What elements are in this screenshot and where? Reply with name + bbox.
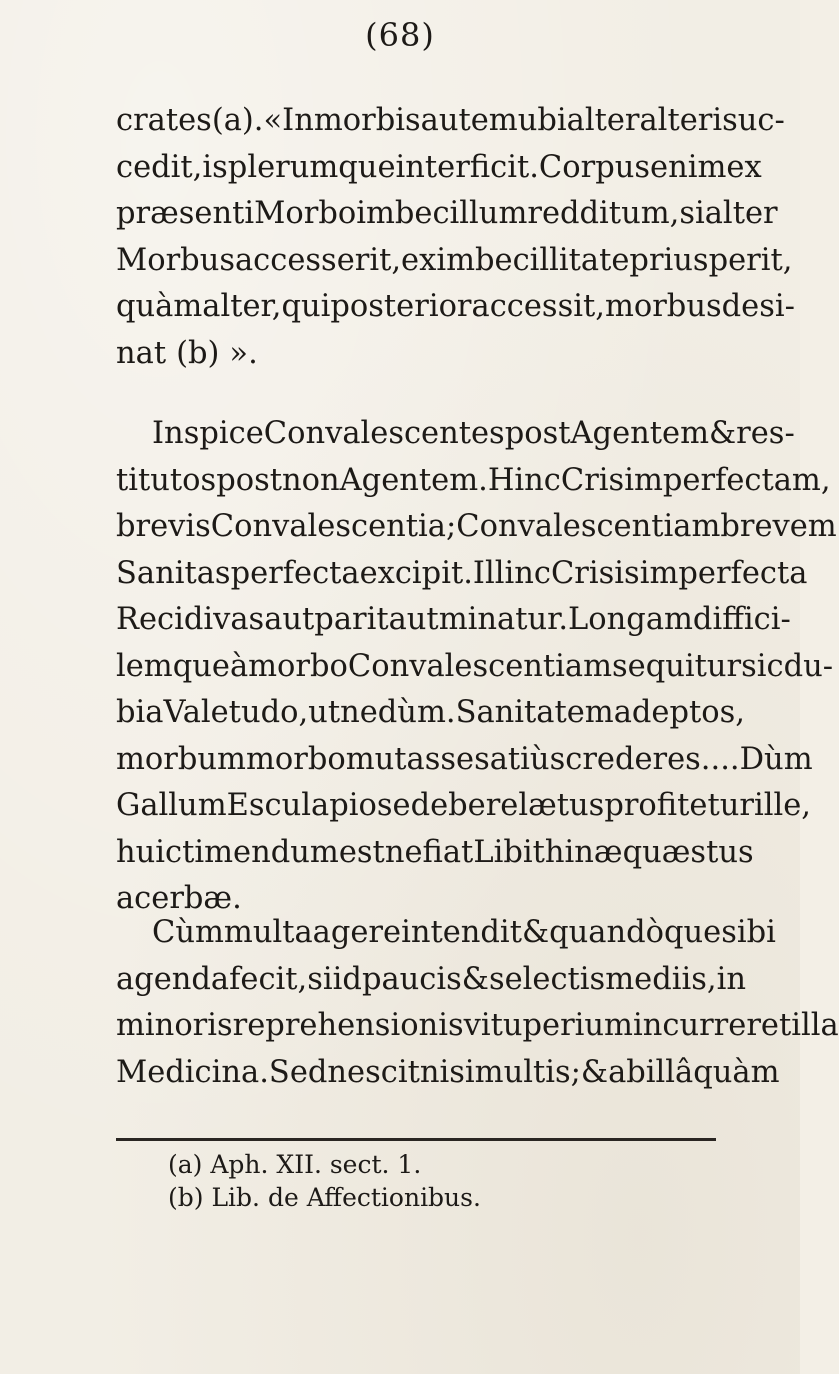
word: minoris	[116, 1008, 233, 1043]
word: du-	[783, 648, 834, 684]
word: posterior	[330, 289, 472, 324]
word: morbo	[245, 741, 346, 777]
word: Agentem	[570, 416, 709, 451]
word: alter	[704, 196, 778, 231]
word: accesserit,	[235, 242, 402, 278]
word: (b)	[176, 335, 220, 371]
word: parit	[314, 602, 389, 637]
text-line	[116, 690, 745, 737]
word: Agentem.	[339, 462, 488, 498]
word: mutasse	[345, 741, 475, 777]
word: nedùm.	[340, 695, 456, 730]
word: quæstus	[622, 834, 754, 870]
word: Illinc	[472, 555, 551, 591]
text-line	[116, 98, 785, 145]
word: minatur.	[438, 602, 569, 637]
text-line	[116, 1003, 839, 1050]
word: crates	[116, 103, 212, 138]
word: Medicina.	[116, 1054, 269, 1090]
word: agere	[312, 915, 402, 950]
word: Convalescentiam	[456, 509, 721, 544]
word: fecit,	[229, 961, 308, 997]
word: post	[504, 416, 571, 451]
word: cedit,	[116, 149, 203, 185]
word: &	[521, 915, 550, 950]
text-line	[116, 145, 762, 192]
word: Crisim	[560, 462, 663, 498]
text-line	[116, 331, 712, 378]
word: aut	[388, 602, 439, 637]
word: Convalescentia;	[210, 509, 457, 544]
word: (a).	[211, 103, 264, 138]
word: acerbæ.	[116, 881, 242, 916]
word: alter,	[202, 289, 282, 324]
text-line	[116, 957, 746, 1004]
word: perfectam,	[662, 462, 831, 498]
word: brevem	[720, 509, 837, 544]
word: lemque	[116, 648, 230, 684]
word: interficit.	[395, 149, 539, 185]
word: si	[679, 196, 705, 231]
word: In	[282, 103, 314, 138]
word: morbus	[604, 289, 722, 324]
word: autem	[420, 103, 518, 138]
word: sequitur	[612, 648, 742, 684]
word: imperfecta	[639, 555, 808, 591]
word: Corpus	[538, 149, 651, 185]
word: post	[216, 462, 282, 498]
word: intendit	[401, 915, 522, 950]
word: morbo	[248, 648, 348, 684]
word: adeptos,	[613, 695, 745, 730]
word: multis;	[474, 1054, 581, 1090]
footnote-b: (b) Lib. de Affectionibus.	[168, 1183, 481, 1212]
word: Morbo	[254, 196, 357, 231]
word: Hinc	[487, 462, 561, 498]
word: ».	[229, 335, 258, 371]
word: Dùm	[739, 741, 813, 777]
word: diffici-	[692, 602, 791, 637]
word: ne	[384, 834, 423, 870]
word: qui	[281, 289, 331, 324]
word: morbis	[313, 103, 421, 138]
text-line	[116, 504, 837, 551]
word: &	[461, 961, 489, 997]
word: mediis,	[605, 961, 717, 997]
text-line	[116, 597, 791, 644]
word: crederes....	[565, 741, 740, 777]
word: præsenti	[116, 196, 255, 231]
word: ex	[726, 149, 762, 185]
text-line	[116, 737, 813, 784]
word: nisi	[419, 1054, 475, 1090]
word: aut	[264, 602, 315, 637]
word: excipit.	[359, 555, 473, 591]
word: si	[307, 961, 333, 997]
word: à	[229, 648, 249, 684]
word: fiat	[422, 834, 474, 870]
word: profitetur	[604, 788, 754, 823]
word: redditum,	[527, 196, 680, 231]
word: in	[716, 961, 746, 997]
word: Libithinæ	[473, 834, 623, 870]
footnotes	[168, 1148, 481, 1214]
paragraph-2	[116, 411, 837, 923]
word: res-	[736, 416, 795, 451]
word: Esculapio	[226, 788, 377, 823]
word: vituperium	[463, 1008, 633, 1043]
text-line	[116, 783, 811, 830]
word: «	[263, 103, 283, 138]
word: agenda	[116, 961, 230, 997]
text-line	[116, 644, 834, 691]
word: accessit,	[471, 289, 605, 324]
text-line	[116, 910, 776, 957]
word: nat	[116, 335, 167, 371]
word: satiùs	[474, 741, 566, 777]
word: id	[332, 961, 362, 997]
word: Longam	[568, 602, 693, 637]
word: illâ	[645, 1054, 694, 1090]
footnote-a: (a) Aph. XII. sect. 1.	[168, 1150, 422, 1179]
word: Valetudo,	[163, 695, 309, 730]
word: selectis	[488, 961, 606, 997]
word: morbum	[116, 741, 246, 777]
word: imbecillum	[356, 196, 528, 231]
word: Inspice	[152, 416, 264, 451]
word: paucis	[361, 961, 462, 997]
word: perit,	[708, 242, 793, 278]
word: ille,	[753, 788, 811, 823]
word: Crisis	[550, 555, 640, 591]
word: ab	[608, 1054, 646, 1090]
word: quàm	[116, 289, 203, 324]
word: alter	[566, 103, 640, 138]
word: Recidivas	[116, 602, 265, 637]
word: Sed	[268, 1054, 328, 1090]
word: sic	[741, 648, 784, 684]
word: nescit	[327, 1054, 420, 1090]
word: bia	[116, 695, 164, 730]
paragraph-1	[116, 98, 795, 377]
text-line	[116, 191, 778, 238]
word: illa	[791, 1008, 839, 1043]
word: brevis	[116, 509, 211, 544]
text-line	[116, 458, 831, 505]
footnote-divider	[116, 1138, 716, 1141]
word: plerumque	[227, 149, 396, 185]
page-number: (68)	[365, 16, 435, 54]
word: incurreret	[632, 1008, 792, 1043]
word: debere	[410, 788, 519, 823]
text-line	[116, 238, 793, 285]
word: Morbus	[116, 242, 235, 278]
word: quàm	[693, 1054, 780, 1090]
word: &	[580, 1054, 609, 1090]
word: is	[202, 149, 228, 185]
word: Convalescentiam	[347, 648, 613, 684]
word: imbecillitate	[436, 242, 630, 278]
word: alteri	[639, 103, 723, 138]
word: sibi	[721, 915, 776, 950]
word: Convalescentes	[263, 416, 505, 451]
word: Sanitatem	[455, 695, 614, 730]
word: titutos	[116, 462, 217, 498]
word: lætus	[518, 788, 605, 823]
word: perfecta	[230, 555, 360, 591]
word: Sanitas	[116, 555, 231, 591]
word: quandòque	[549, 915, 722, 950]
word: ut	[308, 695, 341, 730]
word: &	[709, 416, 737, 451]
paragraph-3	[116, 910, 839, 1096]
word: huic	[116, 834, 183, 870]
word: Gallum	[116, 788, 227, 823]
word: se	[376, 788, 411, 823]
word: ubi	[517, 103, 567, 138]
word: ex	[401, 242, 437, 278]
word: desi-	[721, 289, 795, 324]
text-line	[116, 284, 795, 331]
word: enim	[650, 149, 727, 185]
word: est	[338, 834, 385, 870]
word: reprehensionis	[232, 1008, 464, 1043]
text-line	[116, 551, 808, 598]
text-line	[116, 1050, 780, 1097]
word: non	[281, 462, 340, 498]
word: timendum	[182, 834, 339, 870]
word: multa	[223, 915, 313, 950]
text-line	[116, 411, 795, 458]
word: suc-	[722, 103, 785, 138]
word: prius	[629, 242, 709, 278]
text-line	[116, 830, 754, 877]
word: Cùm	[152, 915, 224, 950]
